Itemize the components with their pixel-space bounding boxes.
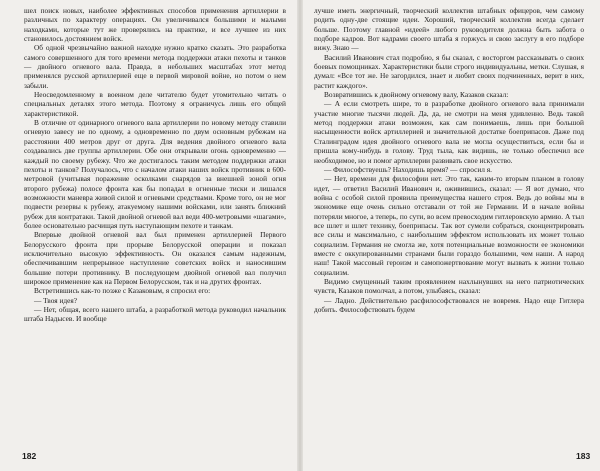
paragraph: Неосведомленному в военном деле читателю будет утомительно читать о специальных деталях этого метода. Поэтому я ограничусь лишь его общей характеристикой. bbox=[24, 90, 286, 118]
paragraph: Встретившись как-то позже с Казаковым, я спросил его: bbox=[34, 286, 211, 296]
right-page bbox=[300, 0, 600, 471]
right-page-text-column bbox=[314, 6, 584, 314]
page-number-left: 182 bbox=[22, 451, 37, 461]
paragraph: — Нет, времени для философии нет. Это так, каким-то вторым планом в голову идет, — ответил Василий Иванович и, оживившись, сказал: — Я вот думаю, что война с особой силой проявила преимущества нашего строя. Ведь до войны мы в экономике еще очень сильно отставали от той же Германии. И в начале войны потеряли многое, а теперь, по сути, во всем превосходим гитлеровскую армию. А тыл все шлет и шлет технику, боеприпасы. Так вот сумели собраться, сконцентрировать все силы и максимально, с наибольшим эффектом использовать их может только социализм. Германия не смогла же, хотя потенциальные возможности ее экономики вместе с оккупированными странами были гораздо большими, чем наши. А народ наш! Такой массовый героизм и самопожертвование могут вызвать к жизни только социализм. bbox=[314, 174, 584, 277]
paragraph: Об одной чрезвычайно важной находке нужно кратко сказать. Это разработка самого совершенного для того времени метода поддержки атаки пехоты и танков — двойного огневого вала. Правда, в небольших масштабах этот метод применялся русской артиллерией еще в первой мировой войне, но потом о нем забыли. bbox=[24, 43, 286, 90]
paragraph: — А если смотреть шире, то в разработке двойного огневого вала принимали участие многие тысячи людей. Да, да, не смотри на меня удивленно. Ведь такой метод поддержки атаки возможен, как сам понимаешь, лишь при большой насыщенности войск артиллерией и значительной достатке боеприпасов. Даже под Сталинградом идея двойного огневого вала не могла осуществиться, если бы и пришла кому-нибудь в голову. Труд тыла, как видишь, не только обеспечил все необходимое, но и помог артиллерии развивать свое искусство. bbox=[314, 99, 584, 165]
paragraph: В отличие от одинарного огневого вала артиллерии по новому методу ставили огневую завесу не по одному, а одновременно по двум основным рубежам на расстоянии 400 метров друг от друга. Для ведения двойного огневого вала создавались две группы артиллерии. Обе они открывали огонь одновременно — каждый по своему рубежу. Что же достигалось таким методом поддержки атаки пехоты и танков? Получалось, что с началом атаки наших войск противник в 600-метровой (учитывая поражение осколками снарядов за внешней зоной огня второго рубежа) полосе фронта как бы попадал в огненные тиски и лишался возможности маневра живой силой и огневыми средствами. Кроме того, он не мог подвести резервы к рубежу, атакуемому нашими войсками, или занять ближний рубеж для контратаки. Такой двойной огневой вал веди 400-метровыми «шагами», более основательно расчищая путь наступающим пехоте и танкам. bbox=[24, 118, 286, 230]
paragraph: Видимо смущенный таким проявлением нахлынувших на него патриотических чувств, Казаков помолчал, а потом, улыбаясь, сказал: bbox=[314, 276, 584, 296]
paragraph: Василий Иванович стал подробно, я бы сказал, с восторгом рассказывать о своих боевых помощниках. Характеристики были строго индивидуальны, метки. Слушая, я думал: «Все тот же. Не загордился, знает и любит своих подчиненных, верит в них, растит каждого». bbox=[314, 52, 584, 90]
page-number-right: 183 bbox=[576, 451, 591, 461]
paragraph: — Нет, общая, всего нашего штаба, а разработкой метода руководил начальник штаба Надысев. И вообще bbox=[24, 305, 286, 324]
paragraph: — Твоя идея? bbox=[34, 295, 78, 305]
paragraph: Возвратившись к двойному огневому валу, Казаков сказал: bbox=[324, 90, 509, 100]
paragraph: Впервые двойной огневой вал был применен артиллерией Первого Белорусского фронта при прорыве Белорусской операции и показал исключительно высокую эффективность. Он оказался самым надежным, обеспечивавшим непрерывное наступление советских войск и наносившим большие потери противнику. В последующем двойной огневой вал получил широкое применение как на Первом Белорусском, так и на других фронтах. bbox=[24, 230, 286, 286]
paragraph: лучше иметь энергичный, творческий коллектив штабных офицеров, чем самому родить одну-две стоящие идеи. Хороший, творческий коллектив всегда сделает больше. Поэтому главной «идеей» любого руководителя должна быть забота о подборе кадров. Вот кадрами своего штаба я горжусь и свою заслугу в его подборе вижу. Знаю — bbox=[314, 6, 584, 53]
paragraph: — Ладно. Действительно расфилософствовался не вовремя. Надо еще Гитлера добить. Философствовать будем bbox=[314, 295, 584, 314]
paragraph: шел поиск новых, наиболее эффективных способов применения артиллерии в различных по характеру операциях. Он увеличивался большими и малыми находками, которые тут же проверялись на практике, и все лучшее из них становилось достоянием войск. bbox=[24, 6, 286, 44]
paragraph: — Философствуешь? Находишь время? — спросил я. bbox=[324, 164, 492, 174]
left-page-text-column bbox=[24, 6, 286, 324]
